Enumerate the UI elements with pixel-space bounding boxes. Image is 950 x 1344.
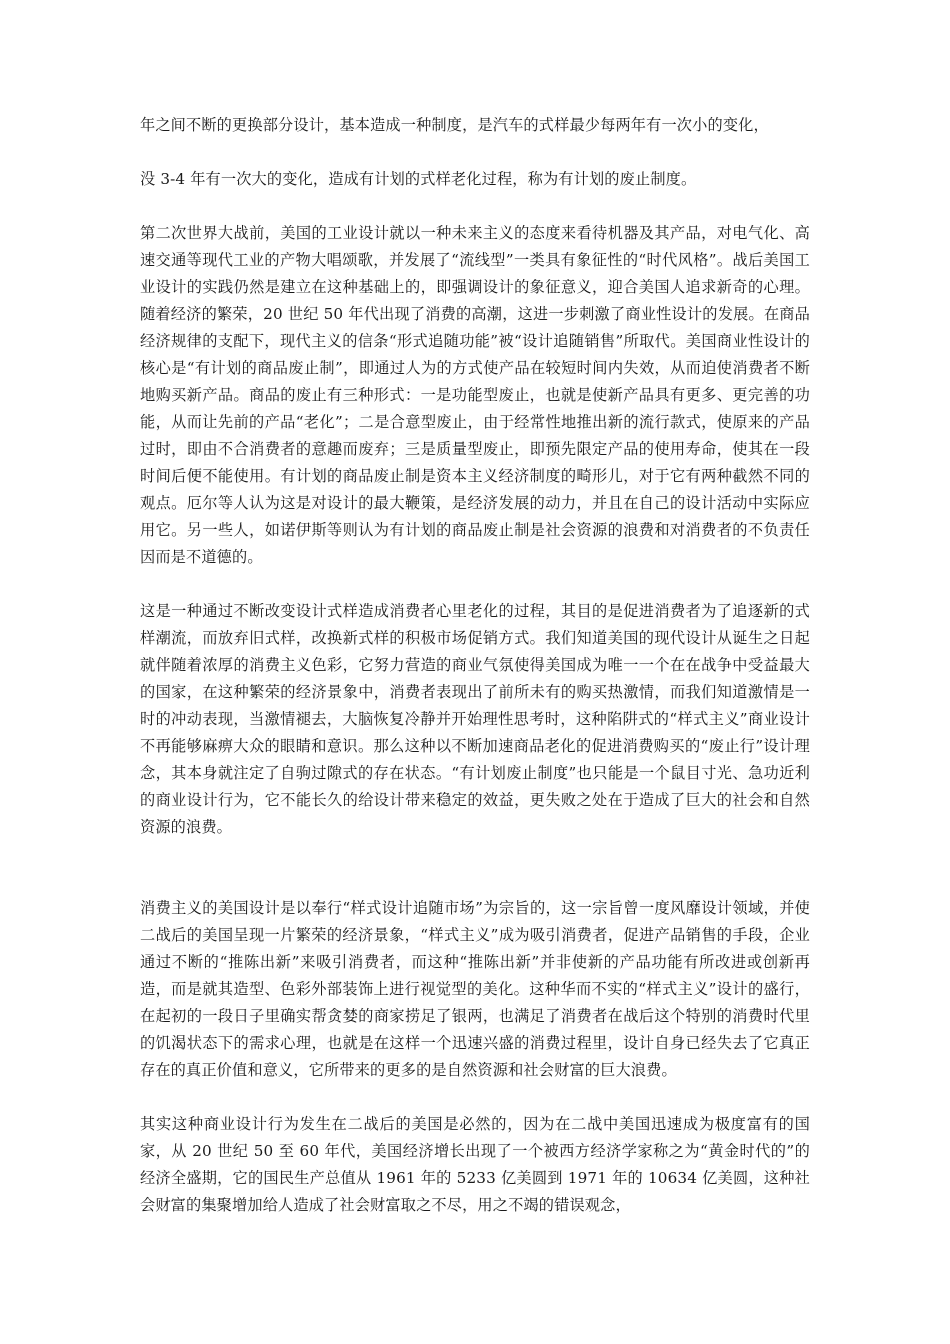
paragraph-5: 消费主义的美国设计是以奉行“样式设计追随市场”为宗旨的，这一宗旨曾一度风靡设计领域，并使二战后的美国呈现一片繁荣的经济景象，“样式主义”成为吸引消费者，促进产品销售的手段，企业通过不断的“推陈出新”来吸引消费者，而这种“推陈出新”并非使新的产品功能有所改进或创新再造，而是就其造型、色彩外部装饰上进行视觉型的美化。这种华而不实的“样式主义”设计的盛行，在起初的一段日子里确实帮贪婪的商家捞足了银两，也满足了消费者在战后这个特别的消费时代里的饥渴状态下的需求心理，也就是在这样一个迅速兴盛的消费过程里，设计自身已经失去了它真正存在的真正价值和意义，它所带来的更多的是自然资源和社会财富的巨大浪费。	[140, 899, 810, 1079]
document-page	[140, 112, 810, 1219]
paragraph-spacer	[140, 193, 810, 220]
paragraph-4: 这是一种通过不断改变设计式样造成消费者心里老化的过程，其目的是促进消费者为了追逐新的式样潮流，而放弃旧式样，改换新式样的积极市场促销方式。我们知道美国的现代设计从诞生之日起就伴随着浓厚的消费主义色彩，它努力营造的商业气氛使得美国成为唯一一个在在战争中受益最大的国家，在这种繁荣的经济景象中，消费者表现出了前所未有的购买热激情，而我们知道激情是一时的冲动表现，当激情褪去，大脑恢复冷静并开始理性思考时，这种陷阱式的“样式主义”商业设计不再能够麻痹大众的眼睛和意识。那么这种以不断加速商品老化的促进消费购买的“废止行”设计理念，其本身就注定了自驹过隙式的存在状态。“有计划废止制度”也只能是一个鼠目寸光、急功近利的商业设计行为，它不能长久的给设计带来稳定的效益，更失败之处在于造成了巨大的社会和自然资源的浪费。	[140, 602, 810, 836]
paragraph-spacer	[140, 1084, 810, 1111]
paragraph-6: 其实这种商业设计行为发生在二战后的美国是必然的，因为在二战中美国迅速成为极度富有的国家，从 20 世纪 50 至 60 年代，美国经济增长出现了一个被西方经济学家称之为“黄金时代的”的经济全盛期，它的国民生产总值从 1961 年的 5233 亿美圆到 1971 年的 10634 亿美圆，这种社会财富的集聚增加给人造成了社会财富取之不尽，用之不竭的错误观念，	[140, 1115, 810, 1214]
paragraph-spacer	[140, 139, 810, 166]
paragraph-spacer	[140, 841, 810, 895]
paragraph-2: 没 3-4 年有一次大的变化，造成有计划的式样老化过程，称为有计划的废止制度。	[140, 170, 697, 188]
paragraph-3: 第二次世界大战前，美国的工业设计就以一种未来主义的态度来看待机器及其产品，对电气化、高速交通等现代工业的产物大唱颂歌，并发展了“流线型”一类具有象征性的“时代风格”。战后美国工业设计的实践仍然是建立在这种基础上的，即强调设计的象征意义，迎合美国人追求新奇的心理。随着经济的繁荣，20 世纪 50 年代出现了消费的高潮，这进一步刺激了商业性设计的发展。在商品经济规律的支配下，现代主义的信条“形式追随功能”被“设计追随销售”所取代。美国商业性设计的核心是“有计划的商品废止制”，即通过人为的方式使产品在较短时间内失效，从而迫使消费者不断地购买新产品。商品的废止有三种形式：一是功能型废止，也就是使新产品具有更多、更完善的功能，从而让先前的产品“老化”；二是合意型废止，由于经常性地推出新的流行款式，使原来的产品过时，即由不合消费者的意趣而废弃；三是质量型废止，即预先限定产品的使用寿命，使其在一段时间后便不能使用。有计划的商品废止制是资本主义经济制度的畸形儿，对于它有两种截然不同的观点。厄尔等人认为这是对设计的最大鞭策，是经济发展的动力，并且在自己的设计活动中实际应用它。另一些人，如诺伊斯等则认为有计划的商品废止制是社会资源的浪费和对消费者的不负责任因而是不道德的。	[140, 224, 810, 566]
paragraph-spacer	[140, 571, 810, 598]
paragraph-1: 年之间不断的更换部分设计，基本造成一种制度，是汽车的式样最少每两年有一次小的变化，	[140, 116, 769, 134]
